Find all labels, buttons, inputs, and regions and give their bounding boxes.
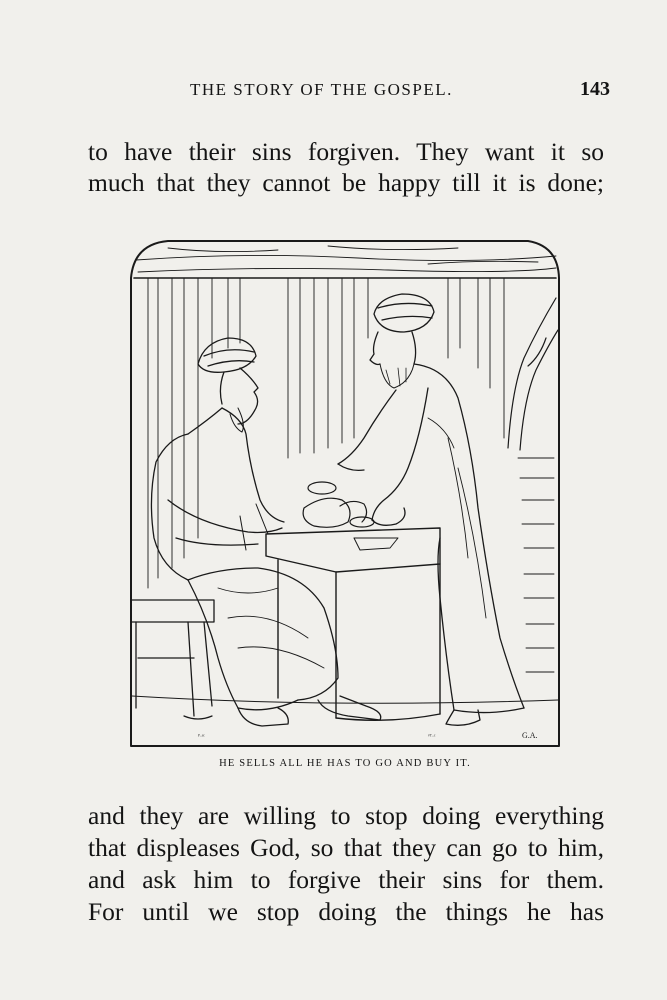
running-title: THE STORY OF THE GOSPEL. [190,80,453,99]
seated-man [151,338,380,726]
text-line: to have their sins forgiven. They want it so [88,137,604,166]
money-bag [303,482,374,527]
table [266,528,440,720]
engraving-illustration [128,238,562,750]
page-number: 143 [580,78,610,100]
text-line: and ask him to forgive their sins for them. [88,865,604,894]
engraver-mark: G.A. [522,731,538,740]
illustration-frame [131,241,559,746]
text-line: For until we stop doing the things he has [88,897,604,926]
wall-planks [148,278,554,672]
engraver-mark-left: ᴾ·ˢᶜ [198,734,205,740]
paragraph-top [88,136,604,198]
floor-line [132,696,558,703]
text-line: that displeases God, so that they can go to him, [88,833,604,862]
text-line: much that they cannot be happy till it is done; [88,168,604,197]
stool [132,600,214,719]
roof-beam [134,246,556,278]
figure-caption: HE SELLS ALL HE HAS TO GO AND BUY IT. [219,758,471,769]
text-line: and they are willing to stop doing everything [88,801,604,830]
running-header [190,80,610,106]
engraver-mark-mid: ᵛᵀ·ᶜ [428,734,436,740]
tree-trunk [508,298,558,450]
paragraph-bottom [88,800,604,928]
